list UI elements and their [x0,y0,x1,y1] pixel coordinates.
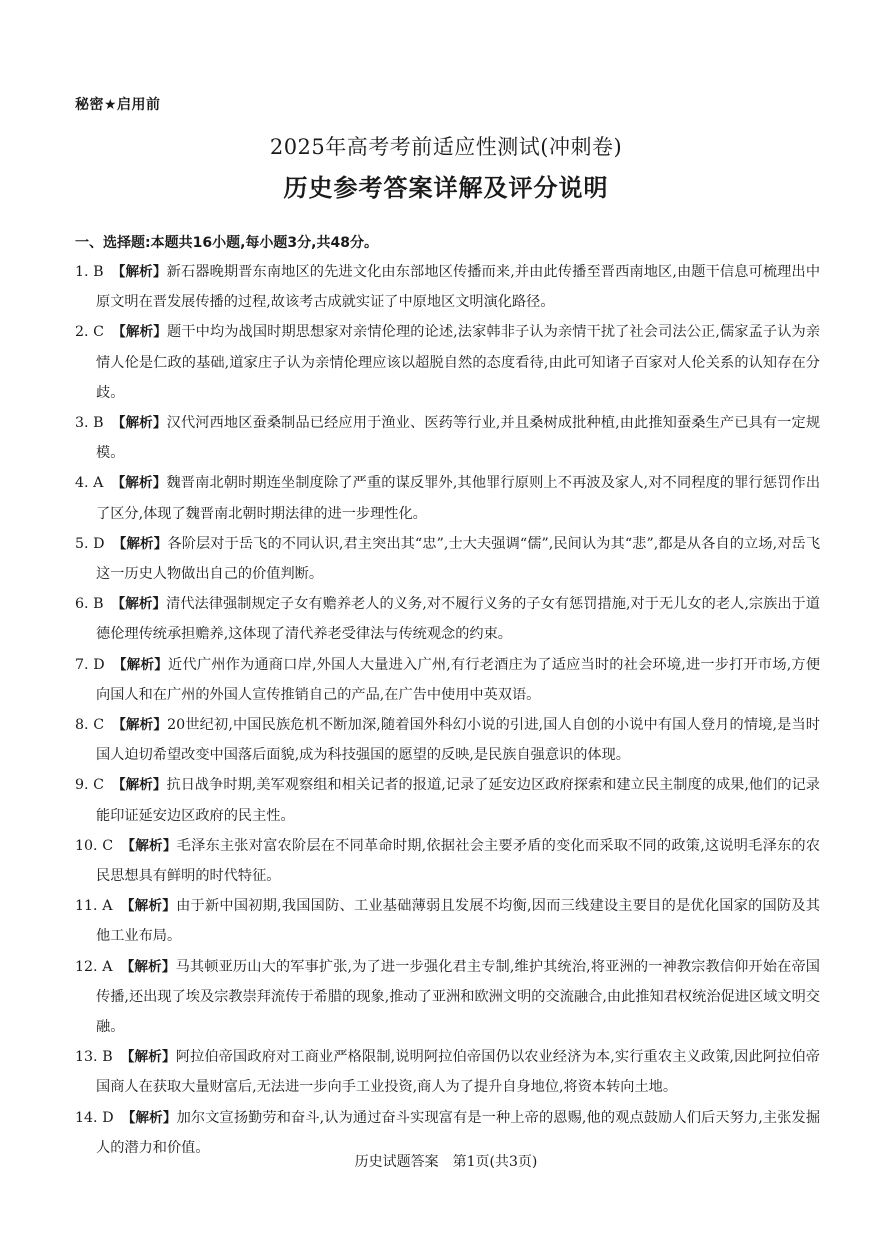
answer-item [75,770,820,830]
analysis-tag: 【解析】 [111,415,167,432]
answer-item [75,710,820,770]
analysis-text: 由于新中国初期,我国国防、工业基础薄弱且发展不均衡,因而三线建设主要目的是优化国家的国防及其他工业布局。 [96,898,820,945]
analysis-text: 抗日战争时期,美军观察组和相关记者的报道,记录了延安边区政府探索和建立民主制度的成果,他们的记录能印证延安边区政府的民主性。 [96,777,820,824]
answer-item [75,952,820,1043]
answer-number: 13. B [75,1049,113,1066]
answer-number: 12. A [75,958,113,975]
analysis-tag: 【解析】 [112,717,168,734]
answer-list [75,257,820,1163]
answer-item [75,589,820,649]
analysis-tag: 【解析】 [120,898,177,915]
analysis-tag: 【解析】 [120,1049,176,1066]
answer-item [75,650,820,710]
answer-number: 3. B [75,415,104,432]
analysis-text: 加尔文宣扬勤劳和奋斗,认为通过奋斗实现富有是一种上帝的恩赐,他的观点鼓励人们后天努力,主张发掘人的潜力和价值。 [96,1109,821,1156]
answer-item [75,468,820,528]
analysis-tag: 【解析】 [111,596,167,613]
analysis-text: 阿拉伯帝国政府对工商业严格限制,说明阿拉伯帝国仍以农业经济为本,实行重农主义政策,因此阿拉伯帝国商人在获取大量财富后,无法进一步向手工业投资,商人为了提升自身地位,将资本转向土地。 [96,1049,820,1096]
analysis-text: 新石器晚期晋东南地区的先进文化由东部地区传播而来,并由此传播至晋西南地区,由题干信息可梳理出中原文明在晋发展传播的过程,故该考古成就实证了中原地区文明演化路径。 [96,264,821,311]
answer-item [75,891,820,951]
analysis-text: 汉代河西地区蚕桑制品已经应用于渔业、医药等行业,并且桑树成批种植,由此推知蚕桑生产已具有一定规模。 [96,415,821,462]
analysis-tag: 【解析】 [112,324,168,341]
analysis-text: 题干中均为战国时期思想家对亲情伦理的论述,法家韩非子认为亲情干扰了社会司法公正,儒家孟子认为亲情人伦是仁政的基础,道家庄子认为亲情伦理应该以超脱自然的态度看待,由此可知诸子百家对人伦关系的认知存在分歧。 [96,324,821,401]
answer-number: 5. D [75,535,105,552]
answer-item [75,257,820,317]
analysis-tag: 【解析】 [112,656,169,673]
answer-number: 8. C [75,717,105,734]
analysis-tag: 【解析】 [111,475,167,492]
answer-number: 10. C [75,837,114,854]
analysis-text: 毛泽东主张对富农阶层在不同革命时期,依据社会主要矛盾的变化而采取不同的政策,这说明毛泽东的农民思想具有鲜明的时代特征。 [96,837,820,885]
analysis-text: 清代法律强制规定子女有赡养老人的义务,对不履行义务的子女有惩罚措施,对于无儿女的老人,宗族出于道德伦理传统承担赡养,这体现了清代养老受律法与传统观念的约束。 [96,596,820,643]
document-title: 历史参考答案详解及评分说明 [283,174,609,202]
confidential-label: 秘密★启用前 [75,97,161,113]
answer-number: 1. B [75,264,104,280]
answer-number: 14. D [75,1109,114,1126]
answer-item [75,529,820,589]
answer-item [75,317,820,408]
analysis-text: 20世纪初,中国民族危机不断加深,随着国外科幻小说的引进,国人自创的小说中有国人登月的情境,是当时国人迫切希望改变中国落后面貌,成为科技强国的愿望的反映,是民族自强意识的体现。 [96,717,820,764]
analysis-text: 魏晋南北朝时期连坐制度除了严重的谋反罪外,其他罪行原则上不再波及家人,对不同程度的罪行惩罚作出了区分,体现了魏晋南北朝时期法律的进一步理性化。 [96,475,821,522]
analysis-tag: 【解析】 [121,1109,177,1126]
answer-number: 9. C [75,777,104,794]
answer-number: 4. A [75,475,104,492]
answer-item [75,831,820,891]
analysis-tag: 【解析】 [111,264,167,280]
analysis-text: 近代广州作为通商口岸,外国人大量进入广州,有行老酒庄为了适应当时的社会环境,进一步打开市场,方便向国人和在广州的外国人宣传推销自己的产品,在广告中使用中英双语。 [96,656,821,703]
analysis-tag: 【解析】 [120,958,176,975]
analysis-tag: 【解析】 [111,777,167,794]
analysis-text: 各阶层对于岳飞的不同认识,君主突出其“忠”,士大夫强调“儒”,民间认为其“悲”,都是从各自的立场,对岳飞这一历史人物做出自己的价值判断。 [96,535,821,583]
analysis-tag: 【解析】 [112,535,168,552]
answer-number: 11. A [75,898,113,915]
answer-number: 6. B [75,596,104,613]
analysis-text: 马其顿亚历山大的军事扩张,为了进一步强化君主专制,维护其统治,将亚洲的一神教宗教信仰开始在帝国传播,还出现了埃及宗教崇拜流传于希腊的现象,推动了亚洲和欧洲文明的交流融合,由此推知君权统治促进区域文明交融。 [96,958,820,1036]
section-heading: 一、选择题:本题共16小题,每小题3分,共48分。 [75,235,378,251]
analysis-tag: 【解析】 [121,837,177,854]
answer-item [75,1042,820,1102]
answer-item [75,408,820,468]
page-footer: 历史试题答案 第1页(共3页) [354,1154,538,1170]
answer-number: 7. D [75,656,105,673]
answer-number: 2. C [75,324,105,341]
exam-title: 2025年高考考前适应性测试(冲刺卷) [269,135,623,159]
